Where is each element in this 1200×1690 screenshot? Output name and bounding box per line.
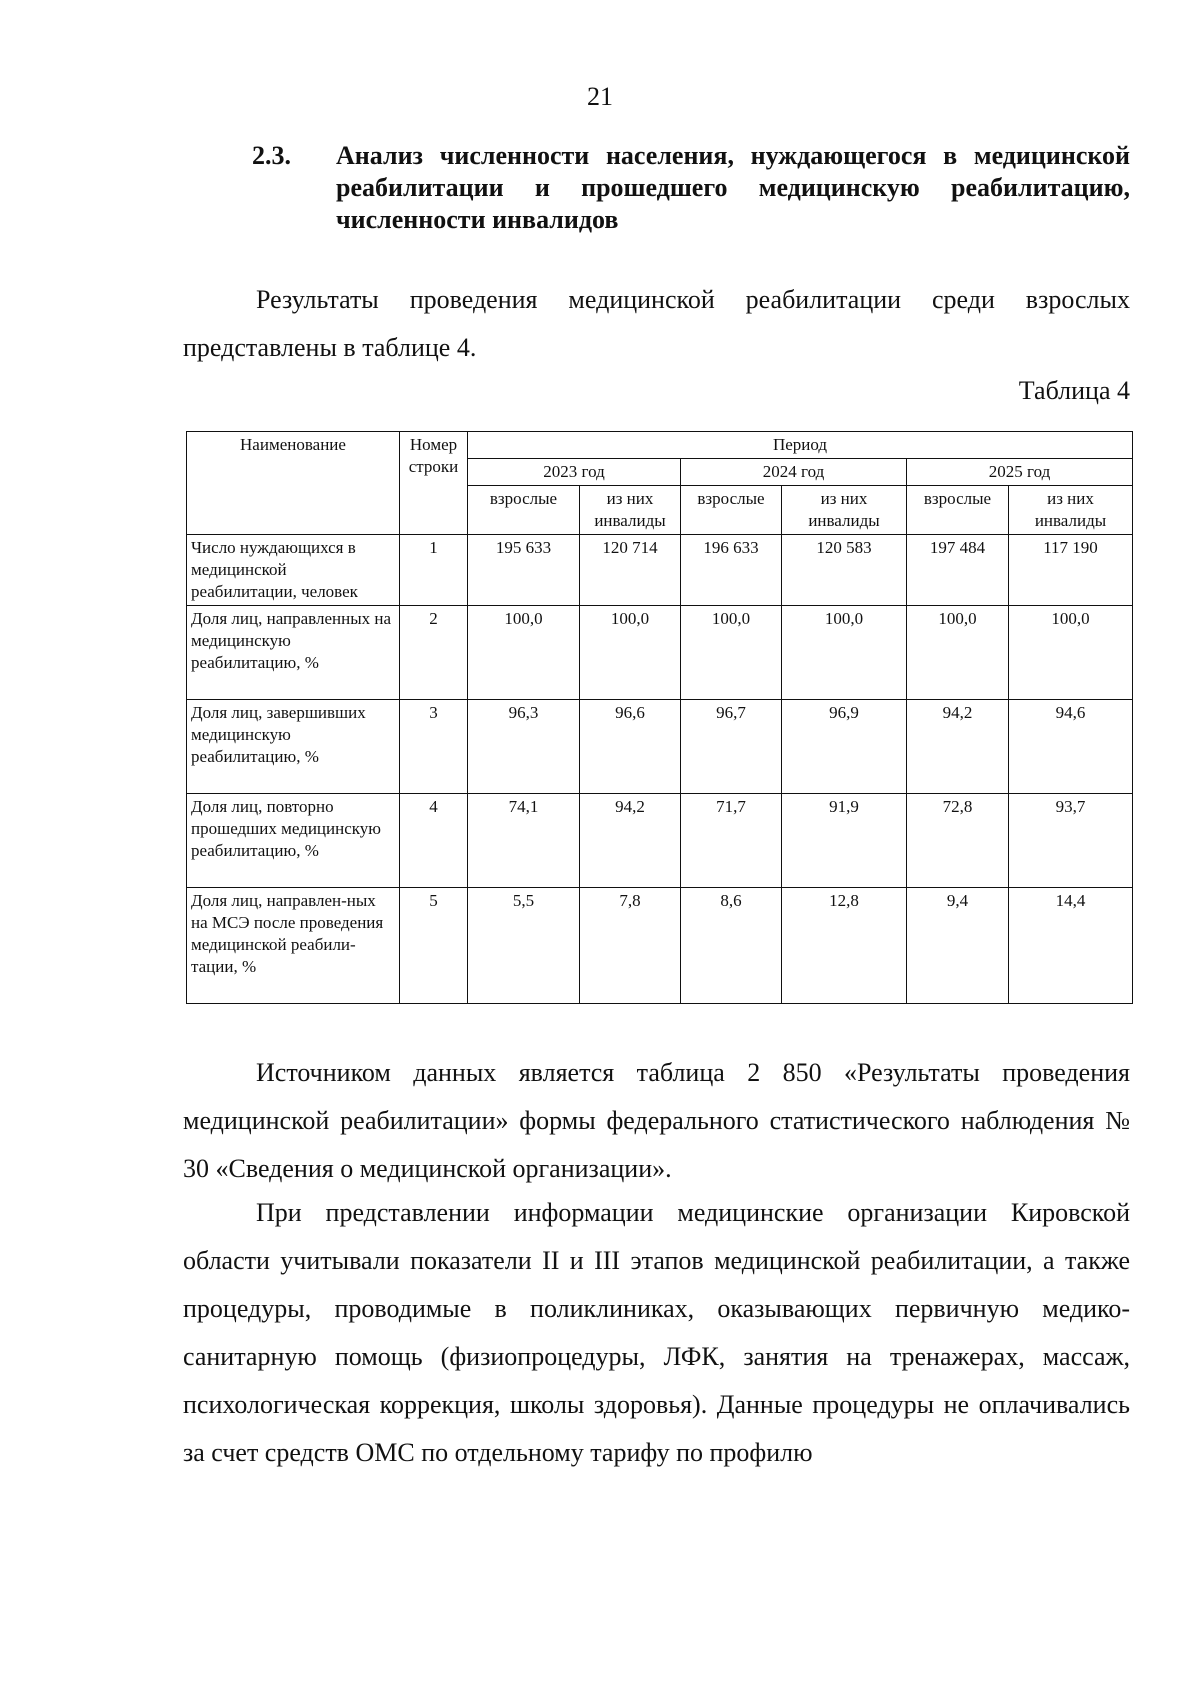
source-paragraph: Источником данных является таблица 2 850 «Результаты проведения медицинской реабилитации» формы федерального статистического наблюдения № 30 «Сведения о медицинской организации». <box>183 1058 1130 1183</box>
cell-value: 93,7 <box>1009 794 1133 888</box>
row-name: Доля лиц, завершивших медицинскую реабилитацию, % <box>187 700 400 794</box>
cell-value: 14,4 <box>1009 888 1133 1004</box>
row-number: 4 <box>400 794 468 888</box>
table-row <box>187 888 1133 1004</box>
section-title: Анализ численности населения, нуждающегося в медицинской реабилитации и прошедшего медицинскую реабилитацию, численности инвалидов <box>336 141 1130 234</box>
cell-value: 94,2 <box>907 700 1009 794</box>
section-number: 2.3. <box>252 141 291 170</box>
header-year-2024: 2024 год <box>681 459 907 486</box>
info-paragraph: При представлении информации медицинские организации Кировской области учитывали показатели II и III этапов медицинской реабилитации, а также процедуры, проводимые в поликлиниках, оказывающих первичную медико-санитарную помощь (физиопроцедуры, ЛФК, занятия на тренажерах, массаж, психологическая коррекция, школы здоровья). Данные процедуры не оплачивались за счет средств ОМС по отдельному тарифу по профилю <box>183 1198 1130 1467</box>
header-adults: взрослые <box>468 486 580 535</box>
row-name: Число нуждающихся в медицинской реабилитации, человек <box>187 535 400 606</box>
cell-value: 120 583 <box>782 535 907 606</box>
cell-value: 94,6 <box>1009 700 1133 794</box>
cell-value: 8,6 <box>681 888 782 1004</box>
header-disabled: из них инвалиды <box>580 486 681 535</box>
header-adults: взрослые <box>907 486 1009 535</box>
cell-value: 100,0 <box>580 606 681 700</box>
cell-value: 100,0 <box>1009 606 1133 700</box>
table-row <box>187 794 1133 888</box>
table-row <box>187 535 1133 606</box>
row-name: Доля лиц, повторно прошедших медицинскую реабилитацию, % <box>187 794 400 888</box>
row-name: Доля лиц, направлен-ных на МСЭ после проведения медицинской реабили-тации, % <box>187 888 400 1004</box>
cell-value: 9,4 <box>907 888 1009 1004</box>
page-number: 21 <box>587 82 613 111</box>
cell-value: 120 714 <box>580 535 681 606</box>
header-disabled: из них инвалиды <box>782 486 907 535</box>
header-year-2025: 2025 год <box>907 459 1133 486</box>
row-number: 5 <box>400 888 468 1004</box>
table-row <box>187 606 1133 700</box>
row-number: 2 <box>400 606 468 700</box>
cell-value: 7,8 <box>580 888 681 1004</box>
cell-value: 100,0 <box>782 606 907 700</box>
header-year-2023: 2023 год <box>468 459 681 486</box>
header-name: Наименование <box>187 432 400 535</box>
cell-value: 100,0 <box>468 606 580 700</box>
cell-value: 5,5 <box>468 888 580 1004</box>
cell-value: 96,6 <box>580 700 681 794</box>
row-number: 1 <box>400 535 468 606</box>
intro-paragraph: Результаты проведения медицинской реабилитации среди взрослых представлены в таблице 4. <box>183 285 1130 362</box>
row-name: Доля лиц, направленных на медицинскую реабилитацию, % <box>187 606 400 700</box>
cell-value: 94,2 <box>580 794 681 888</box>
header-disabled: из них инвалиды <box>1009 486 1133 535</box>
cell-value: 117 190 <box>1009 535 1133 606</box>
rehabilitation-table <box>186 431 1133 1004</box>
cell-value: 195 633 <box>468 535 580 606</box>
cell-value: 100,0 <box>681 606 782 700</box>
cell-value: 74,1 <box>468 794 580 888</box>
cell-value: 197 484 <box>907 535 1009 606</box>
cell-value: 100,0 <box>907 606 1009 700</box>
row-number: 3 <box>400 700 468 794</box>
cell-value: 72,8 <box>907 794 1009 888</box>
header-period: Период <box>468 432 1133 459</box>
table-caption: Таблица 4 <box>1018 376 1130 405</box>
cell-value: 196 633 <box>681 535 782 606</box>
cell-value: 71,7 <box>681 794 782 888</box>
cell-value: 96,9 <box>782 700 907 794</box>
cell-value: 91,9 <box>782 794 907 888</box>
table-row <box>187 700 1133 794</box>
header-row-number: Номер строки <box>400 432 468 535</box>
cell-value: 96,3 <box>468 700 580 794</box>
cell-value: 12,8 <box>782 888 907 1004</box>
cell-value: 96,7 <box>681 700 782 794</box>
header-adults: взрослые <box>681 486 782 535</box>
